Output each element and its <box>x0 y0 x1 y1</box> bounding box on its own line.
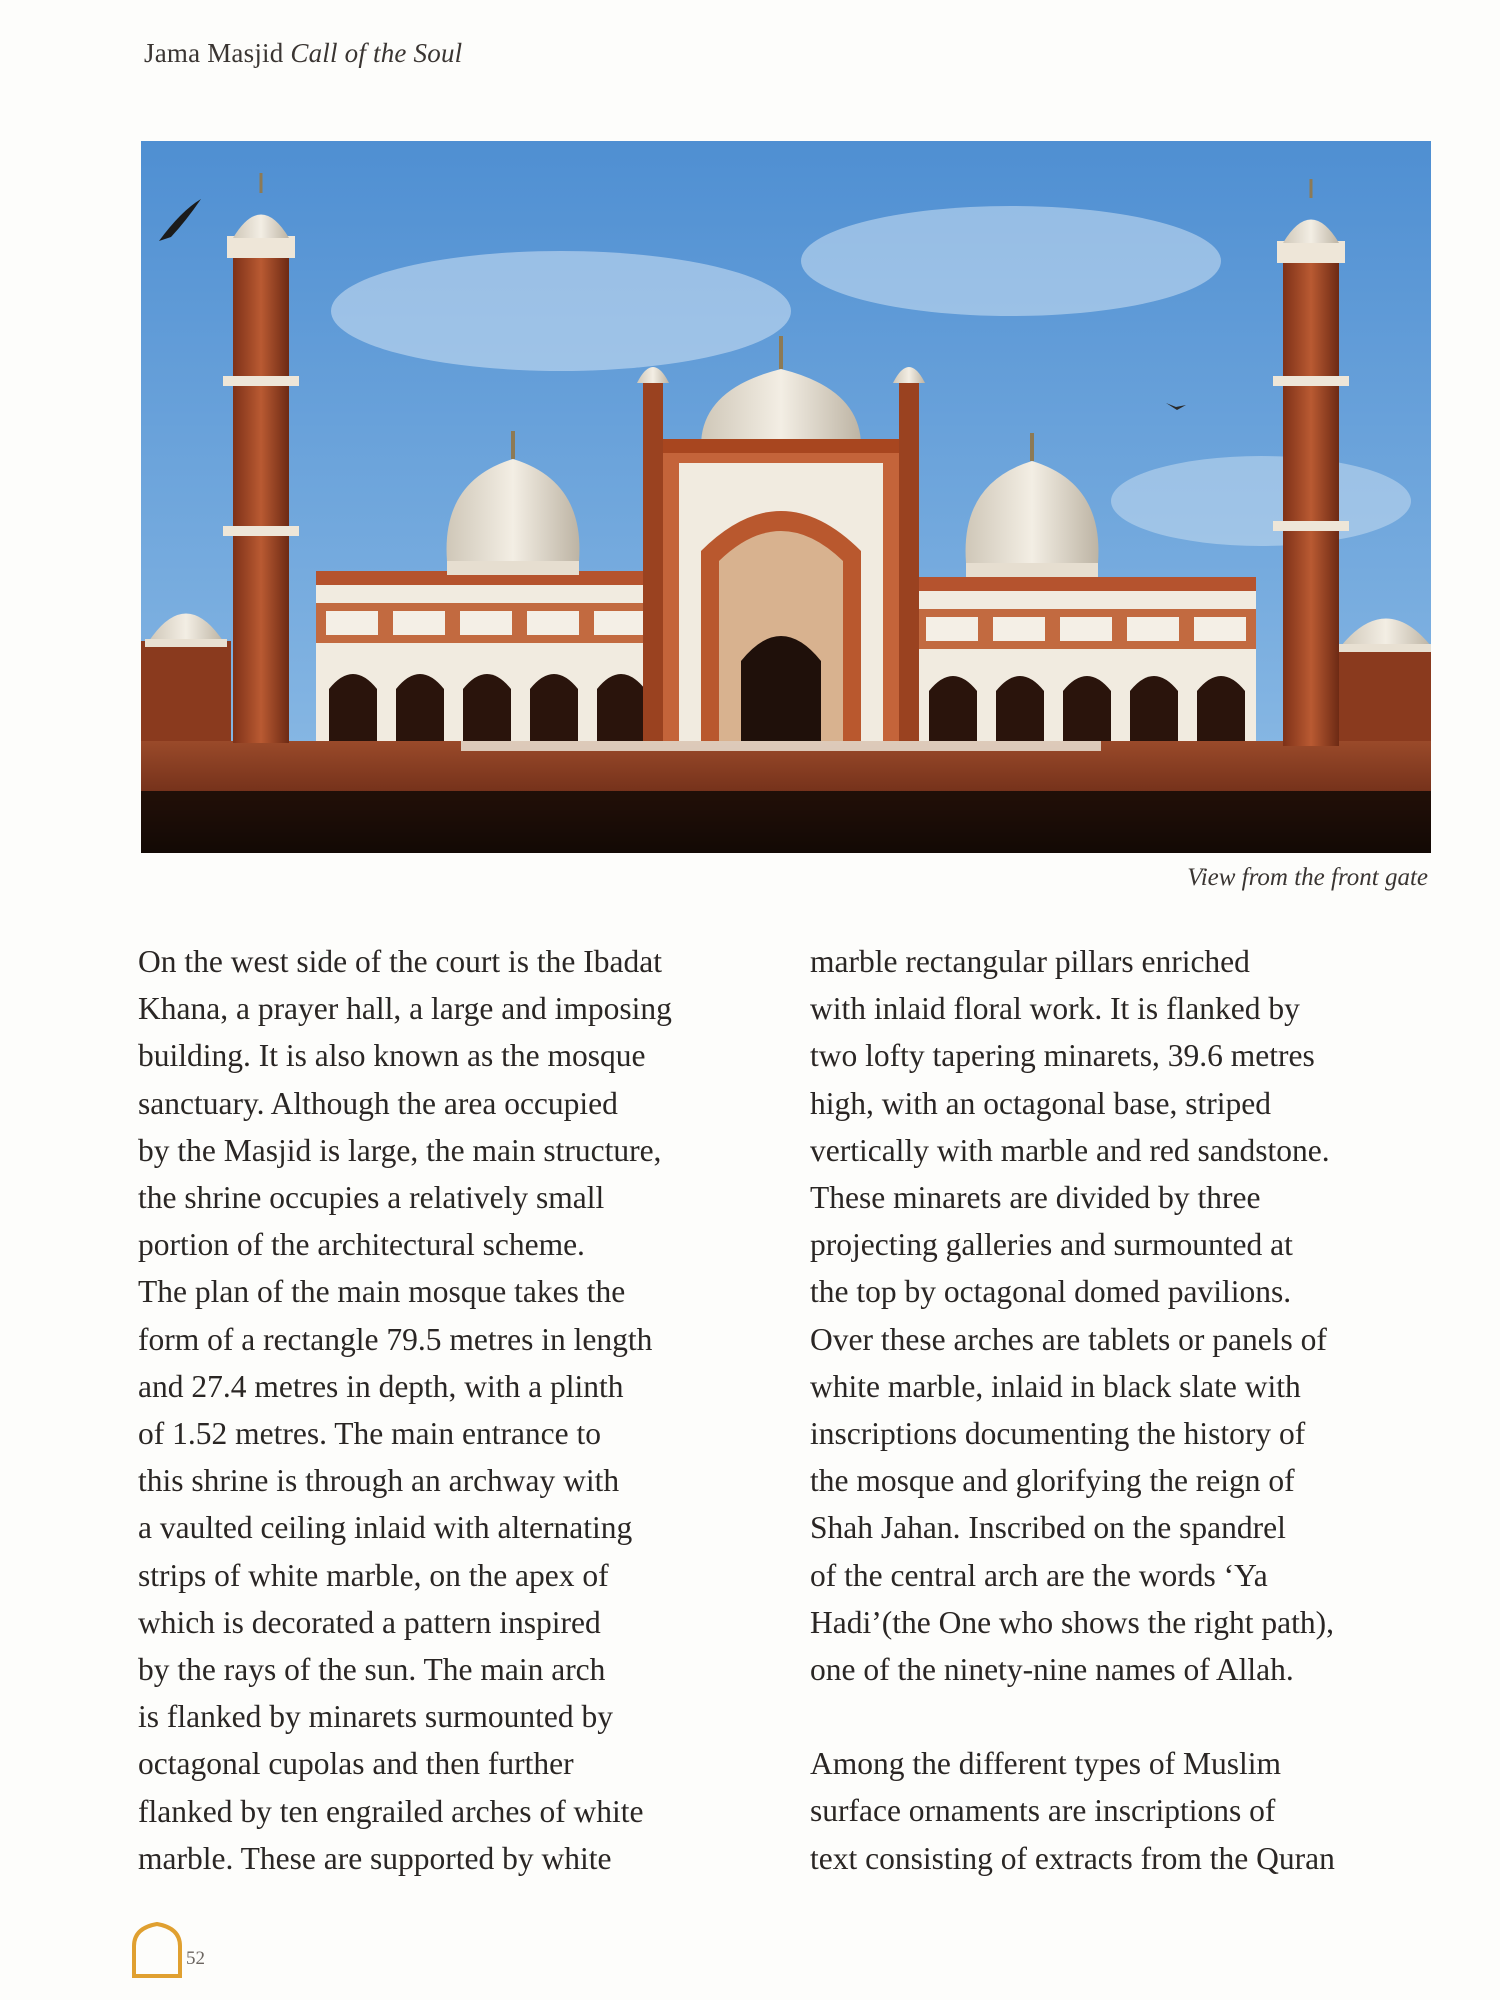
text-column-right <box>810 938 1460 1882</box>
central-gateway <box>659 439 903 741</box>
text-line: and 27.4 metres in depth, with a plinth <box>138 1368 624 1404</box>
text-line: Khana, a prayer hall, a large and imposing <box>138 991 672 1027</box>
foreground-shadow <box>141 791 1431 853</box>
right-wing <box>916 577 1256 741</box>
text-line: of 1.52 metres. The main entrance to <box>138 1416 602 1452</box>
text-line: high, with an octagonal base, striped <box>810 1085 1272 1121</box>
left-minaret <box>223 173 299 743</box>
plinth <box>461 741 1101 751</box>
text-line: two lofty tapering minarets, 39.6 metres <box>810 1038 1315 1074</box>
text-line: Among the different types of Muslim <box>810 1746 1281 1782</box>
figure-caption: View from the front gate <box>1187 864 1428 891</box>
mosque-illustration <box>141 141 1431 853</box>
text-line: sanctuary. Although the area occupied <box>138 1085 618 1121</box>
text-line: white marble, inlaid in black slate with <box>810 1368 1301 1404</box>
text-line: inscriptions documenting the history of <box>810 1416 1306 1452</box>
text-line: flanked by ten engrailed arches of white <box>138 1793 644 1829</box>
cloud <box>331 251 791 371</box>
text-line: vertically with marble and red sandstone. <box>810 1132 1330 1168</box>
text-line: by the Masjid is large, the main structure, <box>138 1132 662 1168</box>
book-subtitle: Call of the Soul <box>290 38 463 68</box>
text-line: is flanked by minarets surmounted by <box>138 1699 614 1735</box>
cloud <box>801 206 1221 316</box>
text-line: one of the ninety-nine names of Allah. <box>810 1652 1294 1688</box>
text-line: form of a rectangle 79.5 metres in length <box>138 1321 653 1357</box>
page-folio <box>130 1920 250 1980</box>
text-line: The plan of the main mosque takes the <box>138 1274 626 1310</box>
paragraph-gap <box>810 1693 1460 1740</box>
text-line: a vaulted ceiling inlaid with alternating <box>138 1510 633 1546</box>
text-line: the mosque and glorifying the reign of <box>810 1463 1295 1499</box>
text-line: strips of white marble, on the apex of <box>138 1557 609 1593</box>
text-line: which is decorated a pattern inspired <box>138 1604 601 1640</box>
book-title: Jama Masjid <box>144 38 284 68</box>
left-wing <box>316 571 656 741</box>
text-line: octagonal cupolas and then further <box>138 1746 574 1782</box>
text-line: On the west side of the court is the Ibadat <box>138 944 662 979</box>
text-line: These minarets are divided by three <box>810 1180 1261 1216</box>
page-number: 52 <box>186 1948 205 1969</box>
text-line: Hadi’(the One who shows the right path), <box>810 1604 1335 1640</box>
text-line: with inlaid floral work. It is flanked by <box>810 991 1300 1027</box>
text-line: surface ornaments are inscriptions of <box>810 1793 1276 1829</box>
text-line: projecting galleries and surmounted at <box>810 1227 1293 1263</box>
text-line: the shrine occupies a relatively small <box>138 1180 605 1216</box>
text-line: Shah Jahan. Inscribed on the spandrel <box>810 1510 1286 1546</box>
text-column-left <box>138 938 788 1882</box>
text-line: text consisting of extracts from the Quran <box>810 1840 1335 1876</box>
running-head <box>144 38 462 69</box>
text-line: building. It is also known as the mosque <box>138 1038 646 1074</box>
cloud <box>1111 456 1411 546</box>
text-line: portion of the architectural scheme. <box>138 1227 585 1263</box>
text-line: the top by octagonal domed pavilions. <box>810 1274 1292 1310</box>
mosque-photo <box>141 141 1431 853</box>
right-minaret <box>1273 179 1349 746</box>
text-line: this shrine is through an archway with <box>138 1463 620 1499</box>
text-line: Over these arches are tablets or panels of <box>810 1321 1327 1357</box>
text-line: of the central arch are the words ‘Ya <box>810 1557 1268 1593</box>
arch-icon <box>130 1920 186 1980</box>
text-line: by the rays of the sun. The main arch <box>138 1652 606 1688</box>
right-pavilion <box>1336 619 1431 742</box>
text-line: marble. These are supported by white <box>138 1840 612 1876</box>
text-line: marble rectangular pillars enriched <box>810 944 1250 979</box>
